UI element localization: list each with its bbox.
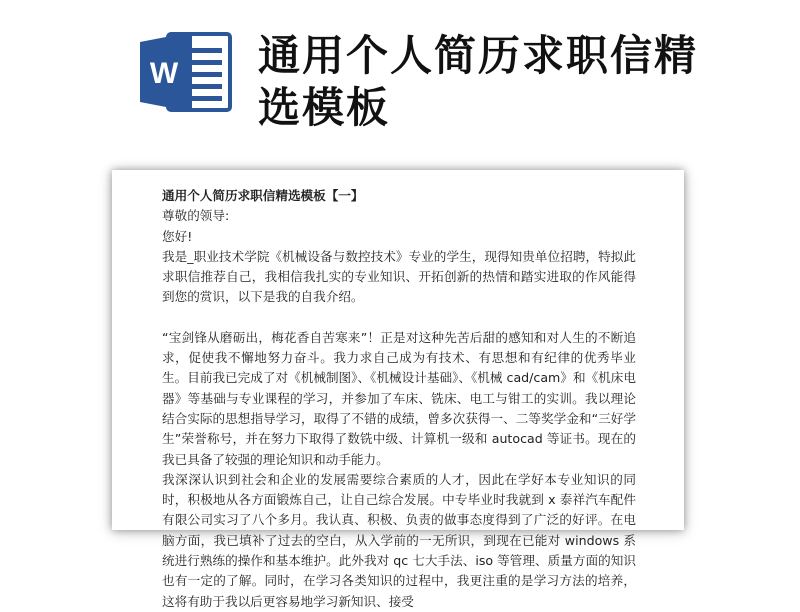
paragraph-2: “宝剑锋从磨砺出，梅花香自苦寒来”！正是对这种先苦后甜的感知和对人生的不断追求，促使我不懈地努力奋斗。我力求自己成为有技术、有思想和有纪律的优秀毕业生。目前我已完成了对《机械制图》、《机械设计基础》、《机械 cad/cam》和《机床电器》等基础与专业课程的学习，并参加了车床、铣床、电工与钳工的实训。我以理论结合实际的思想指导学习，取得了不错的成绩，曾多次获得一、二等奖学金和“三好学生”荣誉称号，并在努力下取得了数铣中级、计算机一级和 autocad 等证书。现在的我已具备了较强的理论知识和动手能力。 bbox=[162, 329, 636, 467]
word-icon bbox=[140, 30, 232, 114]
greeting-line-1: 尊敬的领导: bbox=[162, 208, 230, 224]
word-icon-letter: W bbox=[149, 57, 179, 90]
paragraph-gap bbox=[162, 308, 636, 328]
paragraph-1: 我是_职业技术学院《机械设备与数控技术》专业的学生，现得知贵单位招聘，特拟此求职信推荐自己，我相信我扎实的专业知识、开拓创新的热情和踏实进取的作风能得到您的赏识，以下是我的自我介绍。 bbox=[162, 248, 636, 305]
document-heading: 通用个人简历求职信精选模板【一】 bbox=[162, 188, 364, 203]
paragraph-3: 我深深认识到社会和企业的发展需要综合素质的人才，因此在学好本专业知识的同时，积极地从各方面锻炼自己，让自己综合发展。中专毕业时我就到 x 泰祥汽车配件有限公司实习了八个多月。我认真、积极、负责的做事态度得到了广泛的好评。在电脑方面，我已填补了过去的空白，从入学前的一无所识，到现在已能对 windows 系统进行熟练的操作和基本维护。此外我对 qc 七大手法、iso 等管理、质量方面的知识也有一定的了解。同时，在学习各类知识的过程中，我更注重的是学习方法的培养，这将有助于我以后更容易地学习新知识、接受 bbox=[162, 471, 636, 609]
greeting-line-2: 您好! bbox=[162, 228, 193, 244]
header bbox=[0, 0, 800, 160]
document-body bbox=[162, 186, 636, 612]
page-title: 通用个人简历求职信精选模板 bbox=[258, 31, 699, 132]
